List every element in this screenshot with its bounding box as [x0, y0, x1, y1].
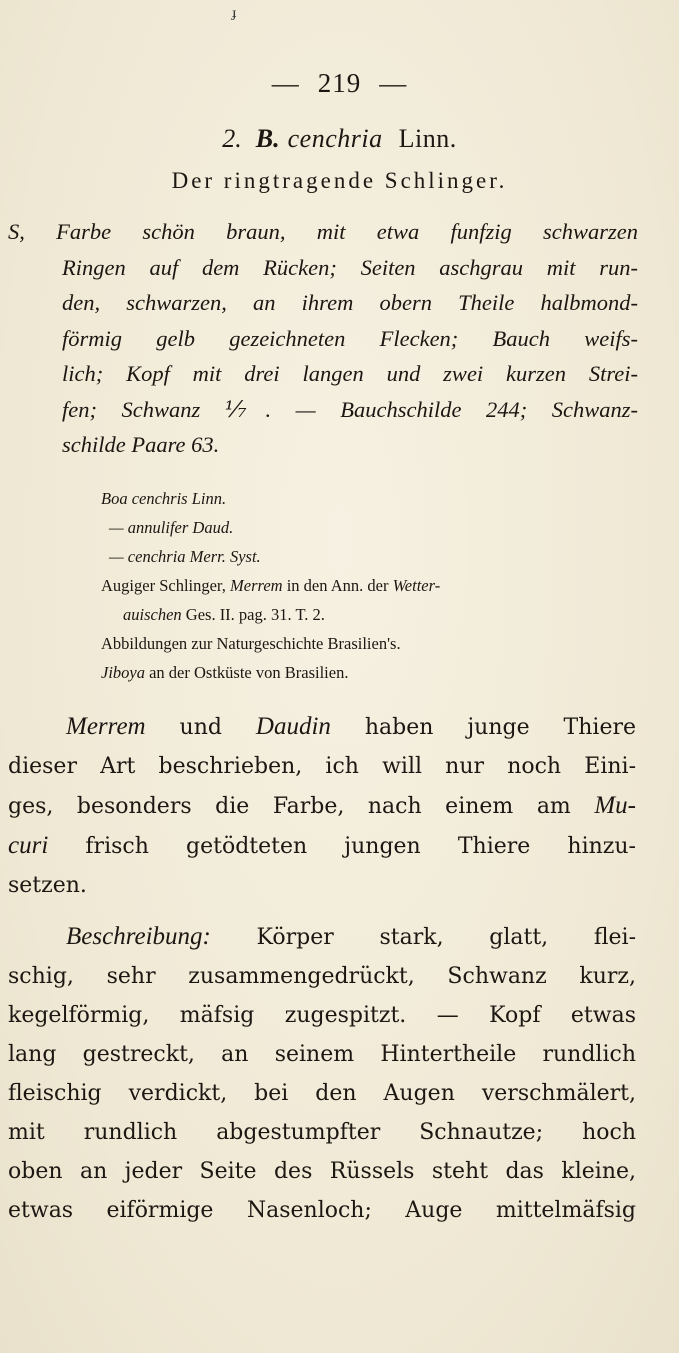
header-dash-right: — [379, 68, 408, 98]
diagnosis-line: lich; Kopf mit drei langen und zwei kurzen Strei- [62, 361, 638, 386]
diagnosis-block [8, 214, 638, 463]
synonym-line [101, 658, 641, 687]
place-name: Mu- [594, 792, 636, 819]
synonym-line: Boa cenchris Linn. [101, 489, 227, 508]
species-genus: B. [255, 124, 280, 153]
paragraph-line: kegelförmig, mäfsig zugespitzt. — Kopf etwas [8, 1003, 636, 1028]
diagnosis-line: schilde Paare 63. [62, 432, 220, 457]
place-name: curi [8, 832, 49, 859]
diagnosis-line: fen; Schwanz ⅐. — Bauchschilde 244; Schwanz- [62, 396, 638, 422]
synonym-list [101, 484, 641, 687]
species-author: Linn. [398, 124, 457, 153]
species-title [0, 124, 679, 154]
synonym-text: in den Ann. der [282, 576, 393, 595]
synonym-line [101, 571, 641, 600]
diagnosis-line: den, schwarzen, an ihrem obern Theile halbmond- [62, 290, 638, 315]
section-label: Beschreibung: [66, 923, 211, 950]
author-name: Daudin [255, 713, 331, 740]
diagnosis-line: S, Farbe schön braun, mit etwa funfzig schwarzen [8, 219, 638, 244]
paragraph-intro [8, 707, 636, 905]
paragraph-text: ges, besonders die Farbe, nach einem am [8, 794, 595, 819]
species-epithet: cenchria [287, 124, 383, 153]
paragraph-line: schig, sehr zusammengedrückt, Schwanz kurz, [8, 964, 636, 989]
paragraph-text: haben junge Thiere [330, 715, 636, 740]
synonym-vernacular: Jiboya [101, 663, 145, 682]
paragraph-line: oben an jeder Seite des Rüssels steht das kleine, [8, 1159, 636, 1184]
page-header [0, 68, 679, 99]
paragraph-line: lang gestreckt, an seinem Hintertheile rundlich [8, 1042, 636, 1067]
top-mark: ɟ [232, 6, 237, 21]
synonym-text: Wetter- [392, 576, 441, 595]
paragraph-line: dieser Art beschrieben, ich will nur noch Eini- [8, 754, 636, 779]
synonym-line: — cenchria Merr. Syst. [109, 547, 261, 566]
paragraph-text: und [145, 715, 256, 740]
paragraph-text: Körper stark, glatt, flei- [210, 925, 636, 950]
paragraph-description [8, 917, 636, 1230]
synonym-text: auischen [123, 605, 182, 624]
synonym-text: an der Ostküste von Brasilien. [144, 663, 349, 682]
paragraph-line [8, 786, 636, 826]
common-name: Der ringtragende Schlinger. [171, 168, 508, 193]
paragraph-text: frisch getödteten jungen Thiere hinzu- [48, 834, 636, 859]
paragraph-line [8, 917, 636, 957]
paragraph-line [8, 826, 636, 866]
synonym-line: — annulifer Daud. [109, 518, 234, 537]
synonym-text: Augiger Schlinger, [101, 576, 231, 595]
species-number: 2. [222, 124, 242, 153]
paragraph-line: setzen. [8, 873, 87, 898]
paragraph-line: mit rundlich abgestumpfter Schnautze; hoch [8, 1120, 636, 1145]
diagnosis-line: förmig gelb gezeichneten Flecken; Bauch weifs- [62, 325, 638, 351]
synonym-author: Merrem [230, 576, 283, 595]
paragraph-line [8, 707, 636, 747]
synonym-line [101, 600, 641, 629]
page-number: 219 [317, 68, 362, 98]
synonym-text: Ges. II. pag. 31. T. 2. [181, 605, 325, 624]
paragraph-line: fleischig verdickt, bei den Augen verschmälert, [8, 1081, 636, 1106]
paragraph-line: etwas eiförmige Nasenloch; Auge mittelmäfsig [8, 1198, 636, 1223]
header-dash-left: — [271, 68, 300, 98]
author-name: Merrem [66, 713, 146, 740]
diagnosis-line: Ringen auf dem Rücken; Seiten aschgrau mit run- [62, 254, 638, 280]
synonym-line: Abbildungen zur Naturgeschichte Brasilien's. [101, 634, 401, 653]
